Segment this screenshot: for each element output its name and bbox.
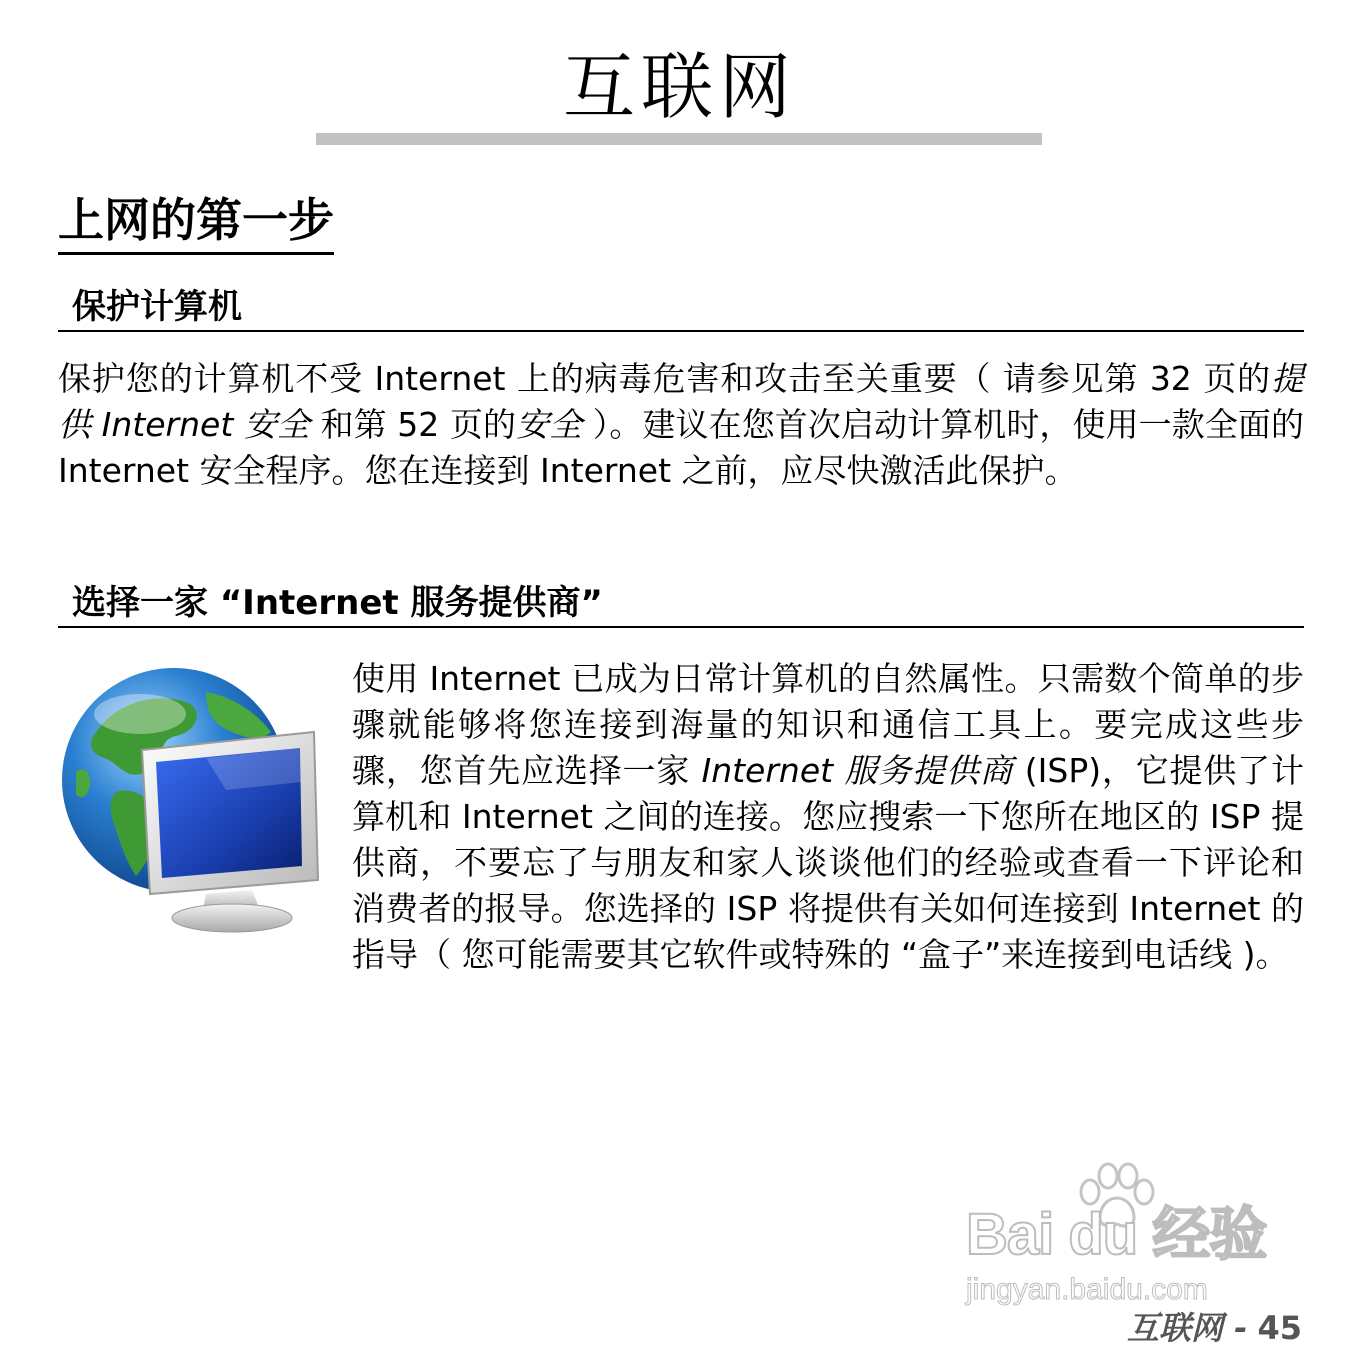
protect-paragraph (58, 356, 1304, 494)
heading-choose-isp: 选择一家 “Internet 服务提供商” (58, 580, 1304, 628)
footer-chapter-label: 互联网 - (1127, 1309, 1248, 1347)
isp-text-1: 使用 Internet 已成为日常计算机的自然属性。只需数个简单的步骤就能够将您连接到海量的知识和通信工具上。要完成这些步骤，您首先应选择一家 (352, 659, 1304, 790)
page-footer (1127, 1306, 1302, 1350)
isp-term: Internet 服务提供商 (701, 751, 1014, 790)
isp-text-2: (ISP)，它提供了计算机和 Internet 之间的连接。您应搜索一下您所在地区的 ISP 提供商，不要忘了与朋友和家人谈谈他们的经验或查看一下评论和消费者的报导。您选择的 ISP 将提供有关如何连接到 Internet 的指导（ 您可能需要其它软件或特殊的 “盒子”来连接到电话线 )。 (352, 751, 1304, 974)
protect-text-3: ）。建议在您首次启动计算机时，使用一款全面的 Internet 安全程序。您在连接到 Internet 之前，应尽快激活此保护。 (58, 405, 1305, 490)
watermark-url: jingyan.baidu.com (966, 1273, 1208, 1306)
page-number: 45 (1257, 1309, 1302, 1347)
chapter-title-rule (316, 133, 1042, 145)
cross-reference-internet-security: 提供 Internet 安全 (58, 359, 1304, 444)
protect-text-2: 和第 52 页的 (320, 405, 517, 444)
protect-text-1: 保护您的计算机不受 Internet 上的病毒危害和攻击至关重要（ 请参见第 32 页的 (58, 359, 1271, 398)
cross-reference-security: 安全 (516, 405, 583, 444)
globe-monitor-icon (56, 662, 328, 938)
baidu-watermark (960, 1160, 1280, 1310)
section-title: 上网的第一步 (58, 190, 334, 255)
watermark-logo: Bai du 经验 (966, 1202, 1267, 1267)
heading-protect-computer: 保护计算机 (58, 284, 1304, 332)
isp-paragraph (352, 656, 1304, 978)
chapter-title: 互联网 (562, 45, 797, 129)
globe-monitor-illustration (56, 662, 328, 938)
